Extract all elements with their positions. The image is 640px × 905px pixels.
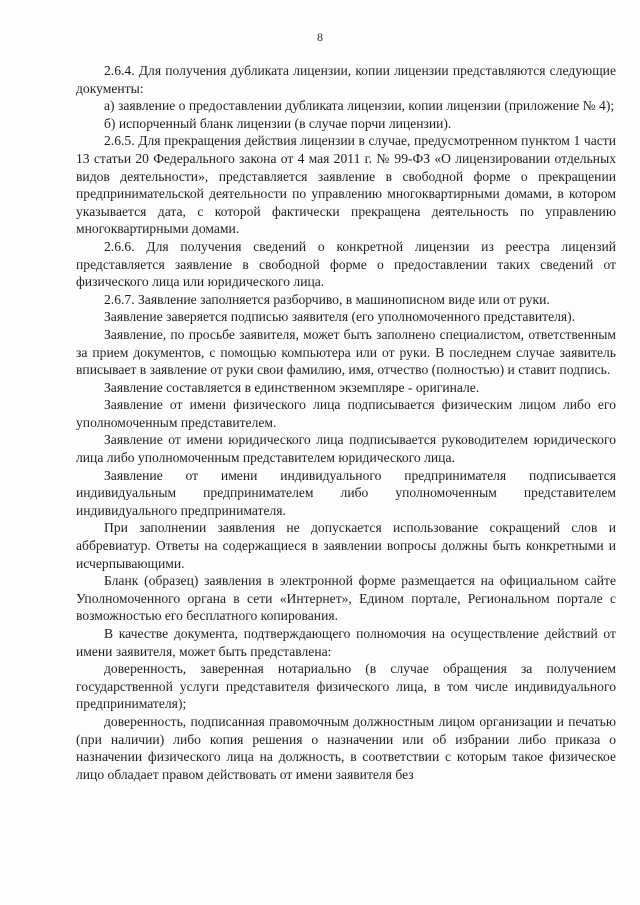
paragraph-signature: Заявление заверяется подписью заявителя (его уполномоченного представителя). bbox=[104, 309, 576, 325]
paragraph-authority-document: В качестве документа, подтверждающего полномочия на осуществление действий от имени заявителя, может быть представлена: bbox=[76, 626, 616, 659]
paragraph-notarial-power: доверенность, заверенная нотариально (в случае обращения за получением государственной услуги представителя физического лица, в том числе индивидуального предпринимателя); bbox=[76, 661, 616, 712]
page-number: 8 bbox=[317, 30, 323, 44]
paragraph-legal-entity: Заявление от имени юридического лица подписывается руководителем юридического лица либо уполномоченным представителем юридического лица. bbox=[76, 432, 616, 466]
paragraph-item-b: б) испорченный бланк лицензии (в случае порчи лицензии). bbox=[104, 115, 452, 131]
paragraph-individual: Заявление от имени физического лица подписывается физическим лицом либо его уполномоченным представителем. bbox=[76, 397, 616, 430]
paragraph-item-a: а) заявление о предоставлении дубликата лицензии, копии лицензии (приложение № 4); bbox=[104, 98, 615, 114]
paragraph-signed-power: доверенность, подписанная правомочным должностным лицом организации и печатью (при наличии) либо копия решения о назначении или об избрании либо приказа о назначении физического лица на должность, в соответствии с которым такое физическое лицо обладает правом действовать от имени заявителя без bbox=[76, 713, 616, 782]
paragraph-2-6-7: 2.6.7. Заявление заполняется разборчиво, в машинописном виде или от руки. bbox=[104, 291, 550, 307]
paragraph-entrepreneur: Заявление от имени индивидуального предпринимателя подписывается индивидуальным предпринимателем либо уполномоченным представителем индивидуального предпринимателя. bbox=[76, 467, 616, 518]
paragraph-2-6-5: 2.6.5. Для прекращения действия лицензии в случае, предусмотренном пунктом 1 части 13 статьи 20 Федерального закона от 4 мая 2011 г. № 99-ФЗ «О лицензировании отдельных видов деятельности», представляется заявление в свободной форме о прекращении предпринимательской деятельности по управлению многоквартирными домами, в котором указывается дата, с которой фактически прекращена деятельность по управлению многоквартирными домами. bbox=[76, 133, 616, 237]
paragraph-specialist: Заявление, по просьбе заявителя, может быть заполнено специалистом, ответственным за прием документов, с помощью компьютера или от руки. В последнем случае заявитель вписывает в заявление от руки свои фамилию, имя, отчество (полностью) и ставит подпись. bbox=[76, 326, 616, 378]
paragraph-single-copy: Заявление составляется в единственном экземпляре - оригинале. bbox=[104, 379, 480, 395]
paragraph-2-6-6: 2.6.6. Для получения сведений о конкретной лицензии из реестра лицензий представляется заявление в свободной форме о предоставлении таких сведений от физического лица или юридического лица. bbox=[76, 238, 616, 290]
paragraph-form-template: Бланк (образец) заявления в электронной форме размещается на официальном сайте Уполномоченного органа в сети «Интернет», Едином портале, Региональном портале с возможностью его бесплатного копирования. bbox=[76, 573, 616, 624]
paragraph-2-6-4: 2.6.4. Для получения дубликата лицензии, копии лицензии представляются следующие документы: bbox=[76, 63, 616, 96]
document-body bbox=[76, 62, 616, 783]
paragraph-abbreviations: При заполнении заявления не допускается использование сокращений слов и аббревиатур. Ответы на содержащиеся в заявлении вопросы должны быть конкретными и исчерпывающими. bbox=[76, 520, 616, 571]
